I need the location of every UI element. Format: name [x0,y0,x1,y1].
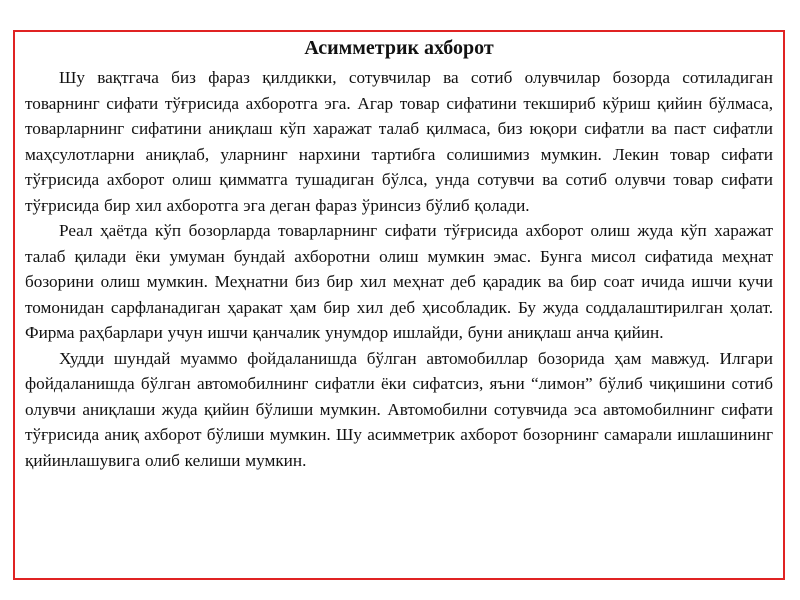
paragraph-1: Шу вақтгача биз фараз қилдикки, сотувчилар ва сотиб олувчилар бозорда сотиладиган товарнинг сифати тўғрисида ахборотга эга. Агар товар сифатини текшириб кўриш қийин бўлмаса, товарларнинг сифатини аниқлаш кўп харажат талаб қилмаса, биз юқори сифатли ва паст сифатли маҳсулотларни аниқлаб, уларнинг нархини тартибга солишимиз мумкин. Лекин товар сифати тўғрисида ахборот олиш қимматга тушадиган бўлса, унда сотувчи ва сотиб олувчи товар сифати тўғрисида бир хил ахборотга эга деган фараз ўринсиз бўлиб қолади. [25,68,773,215]
document-title: Асимметрик ахборот [304,37,494,59]
document-frame [13,30,785,580]
paragraph-2: Реал ҳаётда кўп бозорларда товарларнинг сифати тўғрисида ахборот олиш жуда кўп харажат талаб қилади ёки умуман бундай ахборотни олиш мумкин эмас. Бунга мисол сифатида меҳнат бозорини олиш мумкин. Меҳнатни биз бир хил меҳнат деб қарадик ва бир соат ичида ишчи кучи томонидан сарфланадиган ҳаракат ҳам бир хил деб ҳисобладик. Бу жуда соддалаштирилган ҳолат. Фирма раҳбарлари учун ишчи қанчалик унумдор ишлайди, буни аниқлаш анча қийин. [25,221,773,342]
paragraph-3: Худди шундай муаммо фойдаланишда бўлган автомобиллар бозорида ҳам мавжуд. Илгари фойдаланишда бўлган автомобилнинг сифатли ёки сифатсиз, яъни “лимон” бўлиб чиқишини сотиб олувчи аниқлаши жуда қийин бўлиши мумкин. Автомобилни сотувчида эса автомобилнинг сифати тўғрисида аниқ ахборот бўлиши мумкин. Шу асимметрик ахборот бозорнинг самарали ишлашининг қийинлашувига олиб келиши мумкин. [25,348,773,470]
